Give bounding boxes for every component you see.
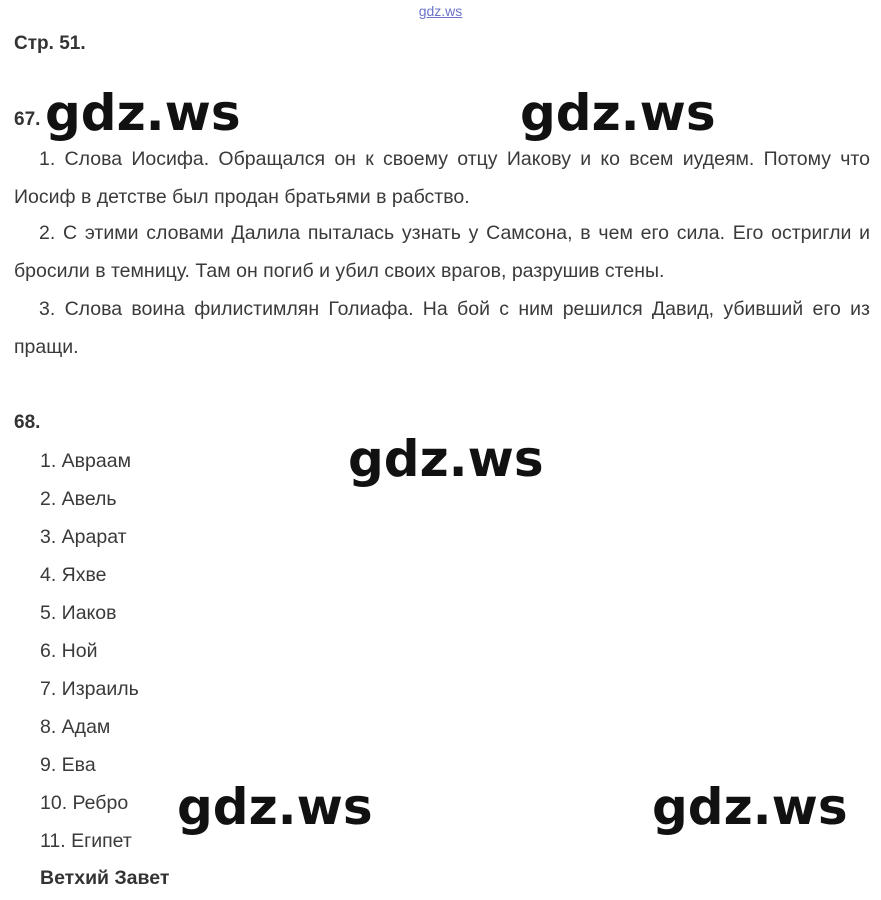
watermark: gdz.ws — [348, 430, 544, 488]
list-item: 10. Ребро — [40, 792, 129, 814]
task-67-answer-3: 3. Слова воина филистимлян Голиафа. На бой с ним решился Давид, убивший его из пращи. — [14, 298, 870, 358]
list-item: 7. Израиль — [40, 678, 139, 700]
watermark: gdz.ws — [520, 84, 716, 142]
site-link[interactable]: gdz.ws — [418, 3, 463, 19]
list-item: 3. Арарат — [40, 526, 127, 548]
task-68-number: 68. — [14, 412, 41, 433]
list-item: 5. Иаков — [40, 602, 117, 624]
list-item: 4. Яхве — [40, 564, 107, 586]
task-67-answer-1: 1. Слова Иосифа. Обращался он к своему отцу Иакову и ко всем иудеям. Потому что Иосиф в детстве был продан братьями в рабство. — [14, 148, 870, 208]
watermark: gdz.ws — [45, 84, 241, 142]
list-item: 2. Авель — [40, 488, 117, 510]
list-item: 9. Ева — [40, 754, 96, 776]
page-reference: Стр. 51. — [14, 33, 86, 54]
task-68-answer: Ветхий Завет — [40, 867, 170, 889]
task-67-answer-2: 2. С этими словами Далила пыталась узнать у Самсона, в чем его сила. Его остригли и бросили в темницу. Там он погиб и убил своих врагов, разрушив стены. — [14, 222, 870, 282]
task-67-number: 67. — [14, 109, 41, 130]
list-item: 11. Египет — [40, 830, 132, 852]
watermark: gdz.ws — [177, 778, 373, 836]
watermark: gdz.ws — [652, 778, 848, 836]
list-item: 6. Ной — [40, 640, 98, 662]
list-item: 1. Авраам — [40, 450, 131, 472]
list-item: 8. Адам — [40, 716, 111, 738]
